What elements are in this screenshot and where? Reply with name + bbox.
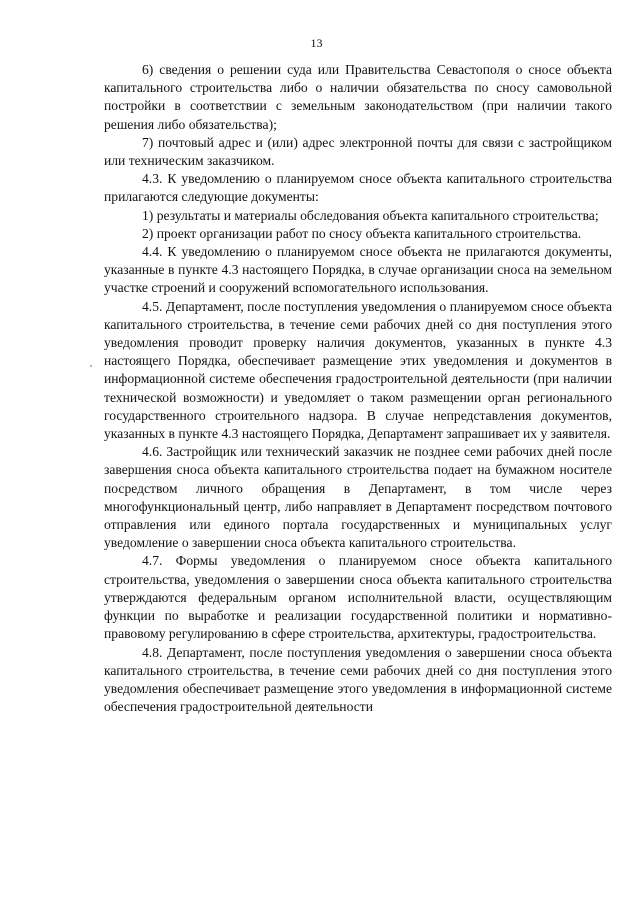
paragraph-4-7: 4.7. Формы уведомления о планируемом сносе объекта капитального строительства, уведомления о завершении сноса объекта капитального строительства утверждаются федеральным органом исполнительной власти, осуществляющим функции по выработке и реализации государственной политики и нормативно-правовому регулированию в сфере строительства, архитектуры, градостроительства. [104, 553, 612, 642]
document-body [104, 61, 612, 716]
paragraph-item-7: 7) почтовый адрес и (или) адрес электронной почты для связи с застройщиком или техническим заказчиком. [104, 134, 612, 169]
paragraph-4-8: 4.8. Департамент, после поступления уведомления о завершении сноса объекта капитального строительства, в течение семи рабочих дней со дня поступления этого уведомления обеспечивает размещение этого уведомления в информационной системе обеспечения градостроительной деятельности [104, 644, 612, 715]
scan-artifact-dot [90, 365, 92, 367]
paragraph-4-6: 4.6. Застройщик или технический заказчик не позднее семи рабочих дней после завершения сноса объекта капитального строительства подает на бумажном носителе посредством личного обращения в Департамент, в том числе через многофункциональный центр, либо направляет в Департамент посредством почтового отправления или единого портала государственных и муниципальных услуг уведомление о завершении сноса объекта капитального строительства. [104, 444, 612, 551]
paragraph-item-6: 6) сведения о решении суда или Правительства Севастополя о сносе объекта капитального строительства либо о наличии обязательства по сносу самовольной постройки в соответствии с земельным законодательством (при наличии такого решения либо обязательства); [104, 62, 612, 132]
page-number: 13 [310, 36, 323, 50]
paragraph-4-4: 4.4. К уведомлению о планируемом сносе объекта не прилагаются документы, указанные в пункте 4.3 настоящего Порядка, в случае организации сноса на земельном участке строений и сооружений вспомогательного использования. [104, 244, 612, 296]
paragraph-4-3: 4.3. К уведомлению о планируемом сносе объекта капитального строительства прилагаются следующие документы: [104, 171, 612, 205]
paragraph-4-5: 4.5. Департамент, после поступления уведомления о планируемом сносе объекта капитального строительства, в течение семи рабочих дней со дня поступления этого уведомления проводит проверку наличия документов, указанных в пункте 4.3 настоящего Порядка, обеспечивает размещение этих уведомления и документов в информационной системе обеспечения градостроительной деятельности (при наличии технической возможности) и уведомляет о таком размещении орган регионального государственного строительного надзора. В случае непредставления документов, указанных в пункте 4.3 настоящего Порядка, Департамент запрашивает их у заявителя. [104, 298, 612, 442]
paragraph-4-3-item-2: 2) проект организации работ по сносу объекта капитального строительства. [142, 225, 582, 241]
paragraph-4-3-item-1: 1) результаты и материалы обследования объекта капитального строительства; [142, 207, 599, 223]
